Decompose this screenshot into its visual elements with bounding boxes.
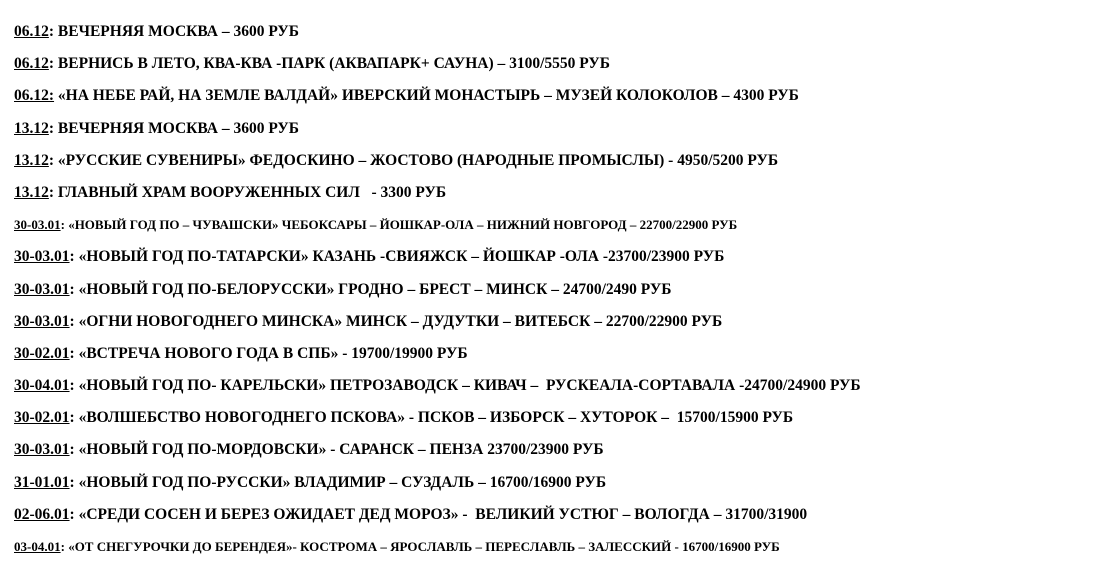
tour-separator: : — [69, 377, 75, 395]
tour-row — [14, 151, 1110, 183]
tour-date: 03-04.01 — [14, 539, 61, 554]
tour-row — [14, 22, 1110, 54]
tour-description: «НОВЫЙ ГОД ПО-ТАТАРСКИ» КАЗАНЬ -СВИЯЖСК – ЙОШКАР -ОЛА -23700/23900 РУБ — [74, 248, 725, 266]
tour-separator: : — [48, 183, 55, 201]
tour-date: 30-03.01 — [14, 441, 70, 459]
tour-date: 13.12 — [14, 151, 49, 169]
tour-separator: : — [48, 23, 55, 40]
tour-row — [14, 119, 1110, 151]
tour-row — [14, 183, 1110, 215]
tour-date: 30-03.01 — [14, 217, 61, 233]
tour-separator: : — [69, 344, 75, 362]
tour-date: 30-03.01 — [14, 248, 70, 266]
tour-date: 31-01.01 — [14, 473, 70, 491]
tour-separator: : — [48, 151, 55, 169]
tour-date: 13.12 — [14, 119, 49, 137]
tour-date: 30-03.01 — [14, 280, 70, 298]
tour-description: «НОВЫЙ ГОД ПО – ЧУВАШСКИ» ЧЕБОКСАРЫ – ЙОШКАР-ОЛА – НИЖНИЙ НОВГОРОД – 22700/22900 РУБ — [64, 217, 738, 233]
tour-separator: : — [69, 505, 75, 523]
tour-date: 13.12 — [14, 183, 49, 201]
tour-description: «НОВЫЙ ГОД ПО-МОРДОВСКИ» - САРАНСК – ПЕНЗА 23700/23900 РУБ — [74, 441, 604, 459]
tour-separator: : — [69, 409, 75, 427]
tour-row — [14, 473, 1110, 505]
tour-row — [14, 247, 1110, 279]
tour-date: 02-06.01 — [14, 505, 70, 523]
tour-date: 06.12 — [14, 55, 49, 73]
tour-date: 30-02.01 — [14, 344, 70, 362]
tour-description: «ОГНИ НОВОГОДНЕГО МИНСКА» МИНСК – ДУДУТКИ – ВИТЕБСК – 22700/22900 РУБ — [74, 312, 723, 330]
tour-separator: : — [48, 55, 55, 73]
tour-separator: : — [69, 248, 75, 266]
tour-separator: : — [60, 539, 65, 554]
tour-description: ВЕЧЕРНЯЯ МОСКВА – 3600 РУБ — [54, 23, 300, 40]
tour-row — [14, 376, 1110, 408]
tour-row — [14, 280, 1110, 312]
tour-date: 30-04.01 — [14, 377, 70, 395]
tour-description: «НОВЫЙ ГОД ПО-РУССКИ» ВЛАДИМИР – СУЗДАЛЬ – 16700/16900 РУБ — [74, 473, 607, 491]
tour-date: 06.12: — [14, 87, 55, 105]
tour-row — [14, 215, 1110, 247]
tour-description: «СРЕДИ СОСЕН И БЕРЕЗ ОЖИДАЕТ ДЕД МОРОЗ» - ВЕЛИКИЙ УСТЮГ – ВОЛОГДА – 31700/31900 — [74, 505, 808, 523]
tour-description: «НОВЫЙ ГОД ПО-БЕЛОРУССКИ» ГРОДНО – БРЕСТ – МИНСК – 24700/2490 РУБ — [74, 280, 672, 298]
tour-description: «ОТ СНЕГУРОЧКИ ДО БЕРЕНДЕЯ»- КОСТРОМА – ЯРОСЛАВЛЬ – ПЕРЕСЛАВЛЬ – ЗАЛЕССКИЙ - 16700/16900 РУБ — [64, 539, 780, 554]
tour-row — [14, 408, 1110, 440]
tour-separator: : — [69, 441, 75, 459]
tour-row — [14, 505, 1110, 537]
tour-description: «ВСТРЕЧА НОВОГО ГОДА В СПБ» - 19700/19900 РУБ — [74, 344, 468, 362]
tour-date: 30-03.01 — [14, 312, 70, 330]
tour-separator: : — [60, 217, 65, 233]
tour-row — [14, 86, 1110, 118]
tour-description: «НА НЕБЕ РАЙ, НА ЗЕМЛЕ ВАЛДАЙ» ИВЕРСКИЙ МОНАСТЫРЬ – МУЗЕЙ КОЛОКОЛОВ – 4300 РУБ — [54, 87, 799, 105]
tour-row — [14, 440, 1110, 472]
tour-row — [14, 312, 1110, 344]
tour-description: ВЕЧЕРНЯЯ МОСКВА – 3600 РУБ — [54, 119, 300, 137]
tour-description: «РУССКИЕ СУВЕНИРЫ» ФЕДОСКИНО – ЖОСТОВО (НАРОДНЫЕ ПРОМЫСЛЫ) - 4950/5200 РУБ — [54, 151, 779, 169]
tour-row — [14, 344, 1110, 376]
tour-row — [14, 537, 1110, 569]
tour-description: «ВОЛШЕБСТВО НОВОГОДНЕГО ПСКОВА» - ПСКОВ – ИЗБОРСК – ХУТОРОК – 15700/15900 РУБ — [74, 409, 794, 427]
tour-description: ВЕРНИСЬ В ЛЕТО, КВА-КВА -ПАРК (АКВАПАРК+ САУНА) – 3100/5550 РУБ — [54, 55, 611, 73]
tour-separator: : — [69, 280, 75, 298]
tour-date: 30-02.01 — [14, 409, 70, 427]
tour-separator: : — [69, 312, 75, 330]
tour-description: «НОВЫЙ ГОД ПО- КАРЕЛЬСКИ» ПЕТРОЗАВОДСК – КИВАЧ – РУСКЕАЛА-СОРТАВАЛА -24700/24900 РУБ — [74, 377, 861, 395]
tour-description: ГЛАВНЫЙ ХРАМ ВООРУЖЕННЫХ СИЛ - 3300 РУБ — [54, 183, 447, 201]
tour-row — [14, 54, 1110, 86]
tour-date: 06.12 — [14, 23, 49, 40]
tour-list — [14, 22, 1110, 569]
tour-separator: : — [69, 473, 75, 491]
tour-separator: : — [48, 119, 55, 137]
